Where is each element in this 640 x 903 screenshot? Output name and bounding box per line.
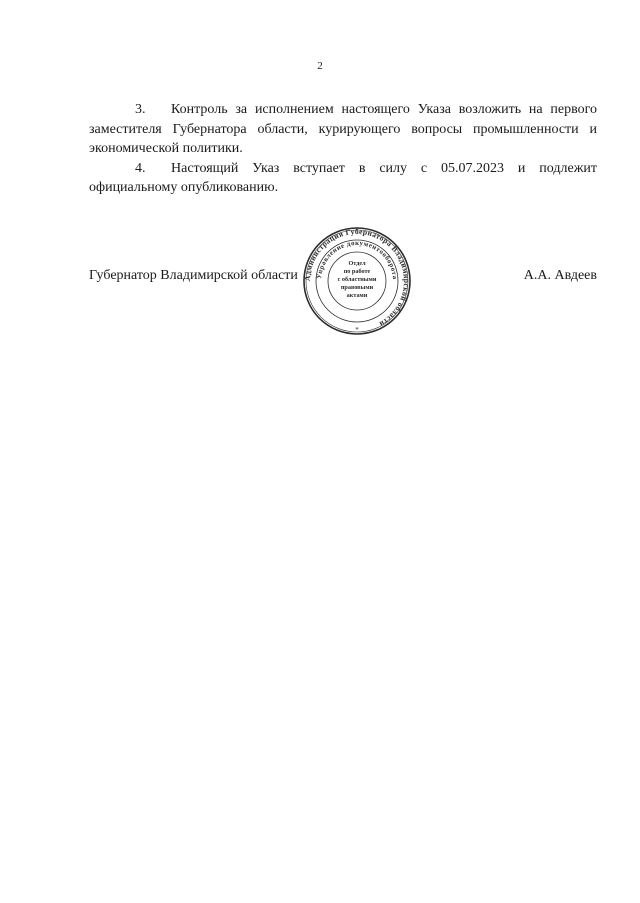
paragraph-number: 3. [135, 102, 146, 117]
seal-center-line: с областными [337, 276, 377, 283]
paragraph-text: Настоящий Указ вступает в силу с 05.07.2023 и подлежит официальному опубликованию. [89, 160, 597, 195]
signatory-position: Губернатор Владимирской области [89, 268, 298, 283]
seal-center-line: правовыми [340, 284, 374, 291]
paragraph-3 [89, 100, 597, 159]
page-number: 2 [317, 60, 323, 72]
seal-center-line: по работе [343, 268, 371, 275]
seal-outer-text: Администрация Губернатора Владимирской области [302, 226, 412, 329]
seal-icon [302, 226, 412, 336]
seal-star-icon: * [355, 326, 359, 334]
seal-center-line: Отдел [348, 260, 366, 267]
seal-inner-text: Управление документооборота [316, 239, 399, 281]
signatory-name: А.А. Авдеев [523, 268, 597, 283]
seal-center-line: актами [346, 292, 368, 299]
official-seal [302, 226, 412, 336]
paragraph-text: Контроль за исполнением настоящего Указа возложить на первого заместителя Губернатора области, курирующего вопросы промышленности и экономической политики. [89, 102, 597, 156]
document-body [89, 100, 597, 198]
paragraph-number: 4. [135, 160, 146, 176]
paragraph-4 [89, 159, 597, 198]
